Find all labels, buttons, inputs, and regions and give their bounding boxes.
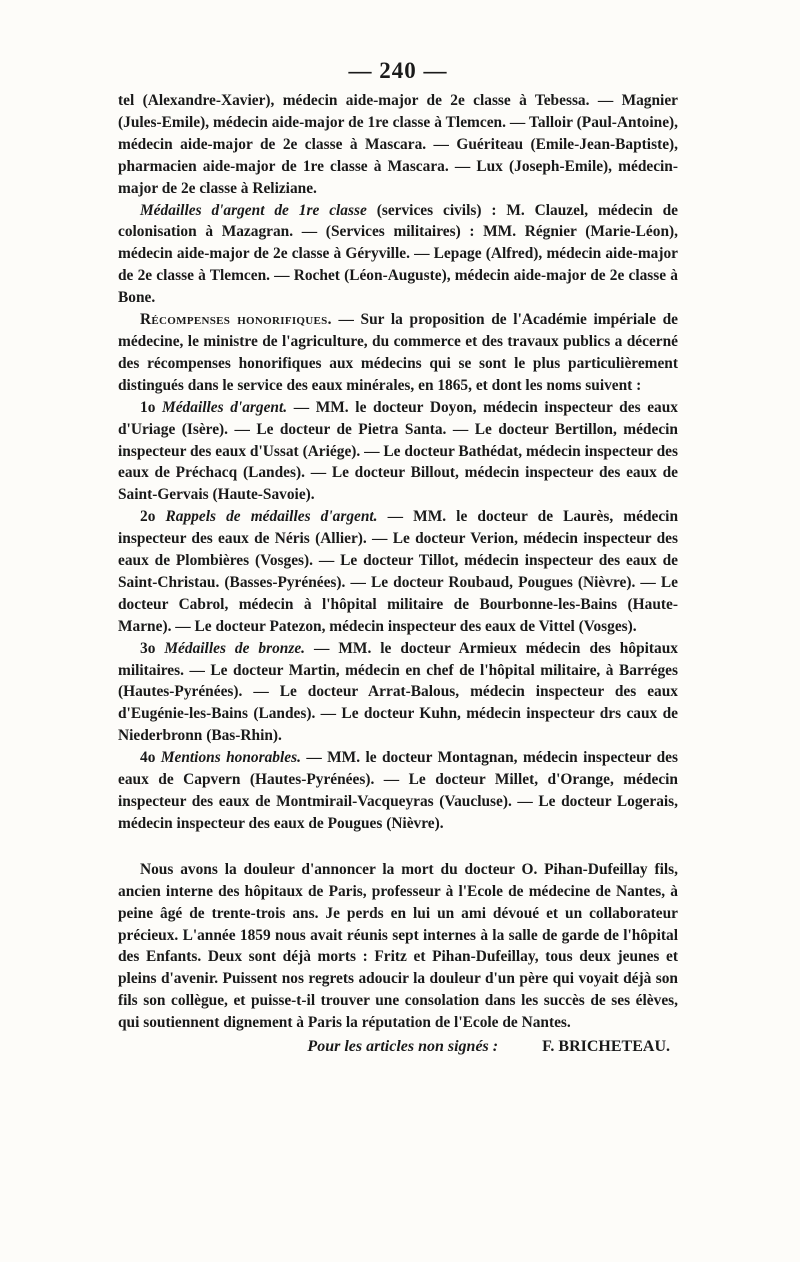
item-4-label: Mentions honorables. — [160, 749, 301, 767]
award-list-item-2 — [118, 506, 678, 637]
award-list-item-1 — [118, 397, 678, 507]
item-1-number: 1o — [140, 398, 163, 416]
award-list-item-3 — [118, 638, 678, 748]
item-4-text: — MM. le docteur Montagnan, médecin inspecteur des eaux de Capvern (Hautes-Pyrénées). — Le docteur Millet, d'Orange, médecin inspecteur des eaux de Montmirail-Vacqueyras (Vaucluse). — Le docteur Logerais, médecin inspecteur des eaux de Pougues (Nièvre). — [118, 749, 678, 832]
item-1-text: — MM. le docteur Doyon, médecin inspecteur des eaux d'Uriage (Isère). — Le docteur de Pietra Santa. — Le docteur Bertillon, médecin inspecteur des eaux d'Ussat (Ariége). — Le docteur Bathédat, médecin inspecteur des eaux de Préchacq (Landes). — Le docteur Billout, médecin inspecteur des eaux de Saint-Gervais (Haute-Savoie). — [118, 398, 678, 504]
silver-medals-text: (services civils) : M. Clauzel, médecin de colonisation à Mazagran. — (Services militaires) : MM. Régnier (Marie-Léon), médecin aide-major de 2e classe à Géryville. — Lepage (Alfred), médecin aide-major de 2e classe à Tlemcen. — Rochet (Léon-Auguste), médecin aide-major de 2e classe à Bone. — [118, 201, 678, 307]
news-section — [118, 90, 678, 835]
silver-medals-paragraph — [118, 200, 678, 310]
item-4-number: 4o — [140, 749, 161, 767]
item-3-label: Médailles de bronze. — [164, 639, 306, 657]
appointments-paragraph: tel (Alexandre-Xavier), médecin aide-major de 2e classe à Tebessa. — Magnier (Jules-Emile), médecin aide-major de 1re classe à Tlemcen. — Talloir (Paul-Antoine), médecin aide-major de 2e classe à Mascara. — Guériteau (Emile-Jean-Baptiste), pharmacien aide-major de 1re classe à Mascara. — Lux (Joseph-Emile), médecin-major de 2e classe à Reliziane. — [118, 92, 678, 197]
signature-line — [118, 1038, 678, 1056]
honorary-awards-paragraph — [118, 309, 678, 397]
section-gap — [118, 835, 678, 859]
editor-signature: F. BRICHETEAU. — [542, 1038, 670, 1056]
silver-medals-label: Médailles d'argent de 1re classe — [140, 201, 367, 219]
item-2-number: 2o — [140, 508, 166, 526]
honorary-awards-text: — Sur la proposition de l'Académie impériale de médecine, le ministre de l'agriculture, du commerce et des travaux publics a décerné des récompenses honorifiques aux médecins qui se sont le plus particulièrement distingués dans le service des eaux minérales, en 1865, et dont les noms suivent : — [118, 311, 678, 394]
award-list-item-4 — [118, 747, 678, 835]
item-3-text: — MM. le docteur Armieux médecin des hôpitaux militaires. — Le docteur Martin, médecin en chef de l'hôpital militaire, à Barréges (Hautes-Pyrénées). — Le docteur Arrat-Balous, médecin inspecteur des eaux d'Eugénie-les-Bains (Landes). — Le docteur Kuhn, médecin inspecteur drs caux de Niederbronn (Bas-Rhin). — [118, 639, 678, 745]
item-3-number: 3o — [140, 639, 165, 657]
obituary-paragraph: Nous avons la douleur d'annoncer la mort du docteur O. Pihan-Dufeillay fils, ancien interne des hôpitaux de Paris, professeur à l'Ecole de médecine de Nantes, à peine âgé de trente-trois ans. Je perds en lui un ami dévoué et un collaborateur précieux. L'année 1859 nous avait réunis sept internes à la salle de garde de l'hôpital des Enfants. Deux sont déjà morts : Fritz et Pihan-Dufeillay, tous deux jeunes et pleins d'avenir. Puissent nos regrets adoucir la douleur d'un père qui voyait déjà son fils son collègue, et puisse-t-il trouver une consolation dans les succès de ses élèves, qui soutiennent dignement à Paris la réputation de l'Ecole de Nantes. — [118, 860, 678, 1032]
item-2-label: Rappels de médailles d'argent. — [165, 508, 378, 526]
honorary-awards-label: Récompenses honorifiques. — [140, 311, 332, 329]
unsigned-articles-note: Pour les articles non signés : — [307, 1038, 499, 1056]
item-2-text: — MM. le docteur de Laurès, médecin inspecteur des eaux de Néris (Allier). — Le docteur Verion, médecin inspecteur des eaux de Plombières (Vosges). — Le docteur Tillot, médecin inspecteur des eaux de Saint-Christau. (Basses-Pyrénées). — Le docteur Roubaud, Pougues (Nièvre). — Le docteur Cabrol, médecin à l'hôpital militaire de Bourbonne-les-Bains (Haute-Marne). — Le docteur Patezon, médecin inspecteur des eaux de Vittel (Vosges). — [118, 508, 679, 635]
item-1-label: Médailles d'argent. — [162, 398, 288, 416]
page-number: — 240 — — [348, 58, 448, 83]
